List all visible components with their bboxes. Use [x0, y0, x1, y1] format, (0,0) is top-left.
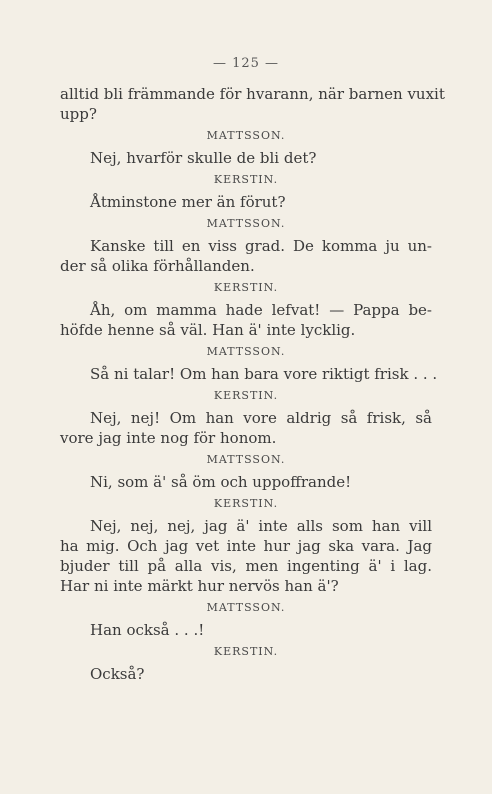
text-line: Nej, nej! Om han vore aldrig så frisk, så [90, 409, 432, 427]
text-line: höfde henne så väl. Han ä' inte lycklig. [60, 321, 356, 339]
text-line: Åtminstone mer än förut? [90, 193, 286, 211]
speaker-name: MATTSSON. [206, 453, 286, 466]
text-line: vore jag inte nog för honom. [60, 429, 277, 447]
speaker-name: KERSTIN. [213, 281, 279, 294]
text-line: Så ni talar! Om han bara vore riktigt frisk . . . [90, 365, 438, 383]
speaker-name: MATTSSON. [206, 601, 286, 614]
speaker-name: MATTSSON. [206, 217, 286, 230]
text-line: Har ni inte märkt hur nervös han ä'? [60, 577, 339, 595]
text-line: Nej, nej, nej, jag ä' inte alls som han vill [90, 517, 432, 535]
text-line: Han också . . .! [90, 621, 205, 639]
speaker-name: KERSTIN. [213, 497, 279, 510]
text-line: alltid bli främmande för hvarann, när barnen vuxit [60, 85, 445, 103]
speaker-name: KERSTIN. [213, 645, 279, 658]
speaker-name: KERSTIN. [213, 173, 279, 186]
speaker-name: MATTSSON. [206, 345, 286, 358]
text-line: Kanske till en viss grad. De komma ju un- [90, 237, 432, 255]
text-line: bjuder till på alla vis, men ingenting ä' i lag. [60, 557, 432, 575]
text-line: der så olika förhållanden. [60, 257, 255, 275]
speaker-name: MATTSSON. [206, 129, 286, 142]
dialogue-text [60, 84, 445, 684]
text-line: upp? [60, 105, 97, 123]
text-line: Ni, som ä' så öm och uppoffrande! [90, 473, 352, 491]
text-line: ha mig. Och jag vet inte hur jag ska vara. Jag [60, 537, 432, 555]
text-line: Också? [90, 665, 145, 683]
text-line: Åh, om mamma hade lefvat! — Pappa be- [90, 301, 432, 319]
text-line: Nej, hvarför skulle de bli det? [90, 149, 317, 167]
page-number: — 125 — [212, 56, 280, 71]
speaker-name: KERSTIN. [213, 389, 279, 402]
